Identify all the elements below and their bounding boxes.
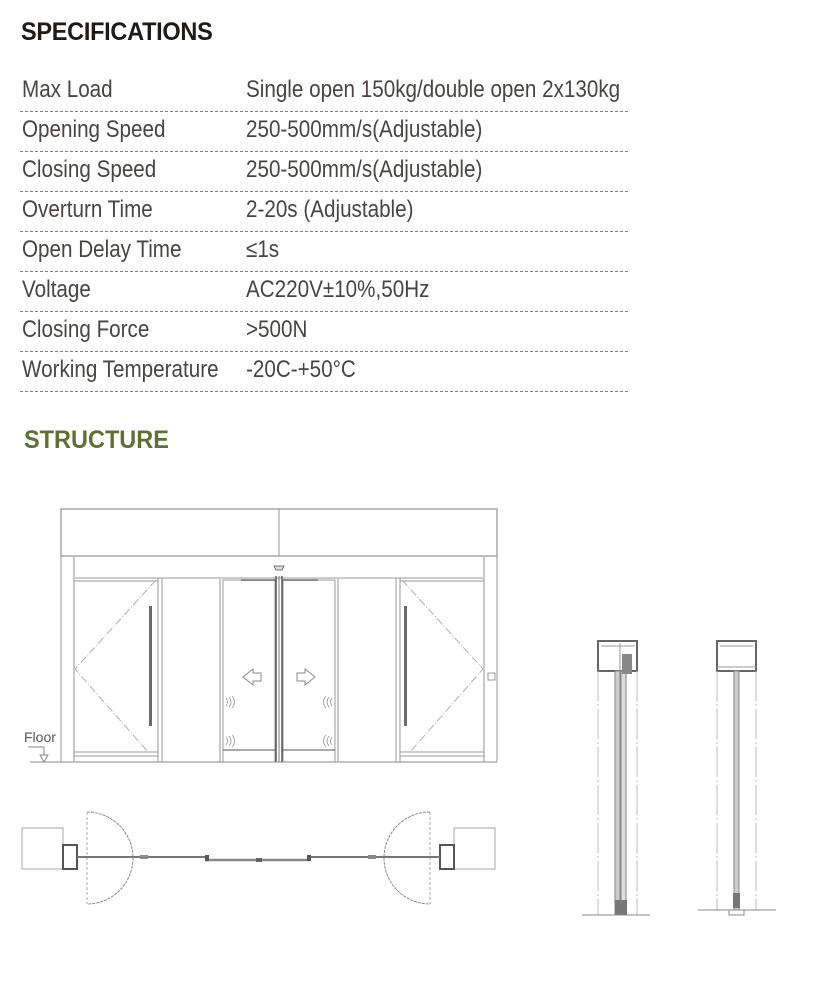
spec-label: Voltage xyxy=(22,276,91,303)
sliding-doors xyxy=(223,566,335,762)
spec-value: >500N xyxy=(246,316,308,343)
spec-value: -20C-+50°C xyxy=(246,356,356,383)
left-handle xyxy=(149,606,152,726)
spec-label: Max Load xyxy=(22,76,113,103)
spec-value: Single open 150kg/double open 2x130kg xyxy=(246,76,621,103)
plan-view-drawing xyxy=(22,812,495,904)
right-wall xyxy=(454,828,495,869)
arrow-right-icon xyxy=(297,669,315,685)
spec-label: Open Delay Time xyxy=(22,236,182,263)
spec-value: ≤1s xyxy=(246,236,280,263)
switch-icon xyxy=(488,673,495,680)
motion-sensor-icon xyxy=(274,566,284,570)
arrow-left-icon xyxy=(243,669,261,685)
spec-label: Closing Speed xyxy=(22,156,157,183)
spec-label: Overturn Time xyxy=(22,196,153,223)
floor-marker-icon xyxy=(28,747,48,762)
right-handle xyxy=(404,606,407,726)
left-breakaway-door xyxy=(74,578,162,762)
side-section-drawing-1 xyxy=(582,641,650,915)
spec-value: 2-20s (Adjustable) xyxy=(246,196,414,223)
side-section-drawing-2 xyxy=(698,641,776,915)
left-wall xyxy=(22,828,63,869)
floor-label: Floor xyxy=(24,729,56,745)
spec-value: 250-500mm/s(Adjustable) xyxy=(246,156,483,183)
spec-value: AC220V±10%,50Hz xyxy=(246,276,430,303)
spec-label: Working Temperature xyxy=(22,356,219,383)
specifications-title: SPECIFICATIONS xyxy=(21,18,213,46)
spec-label: Opening Speed xyxy=(22,116,166,143)
right-breakaway-door xyxy=(396,578,495,762)
front-elevation-drawing xyxy=(28,509,497,762)
structure-title: STRUCTURE xyxy=(24,426,169,454)
spec-value: 250-500mm/s(Adjustable) xyxy=(246,116,483,143)
spec-label: Closing Force xyxy=(22,316,150,343)
